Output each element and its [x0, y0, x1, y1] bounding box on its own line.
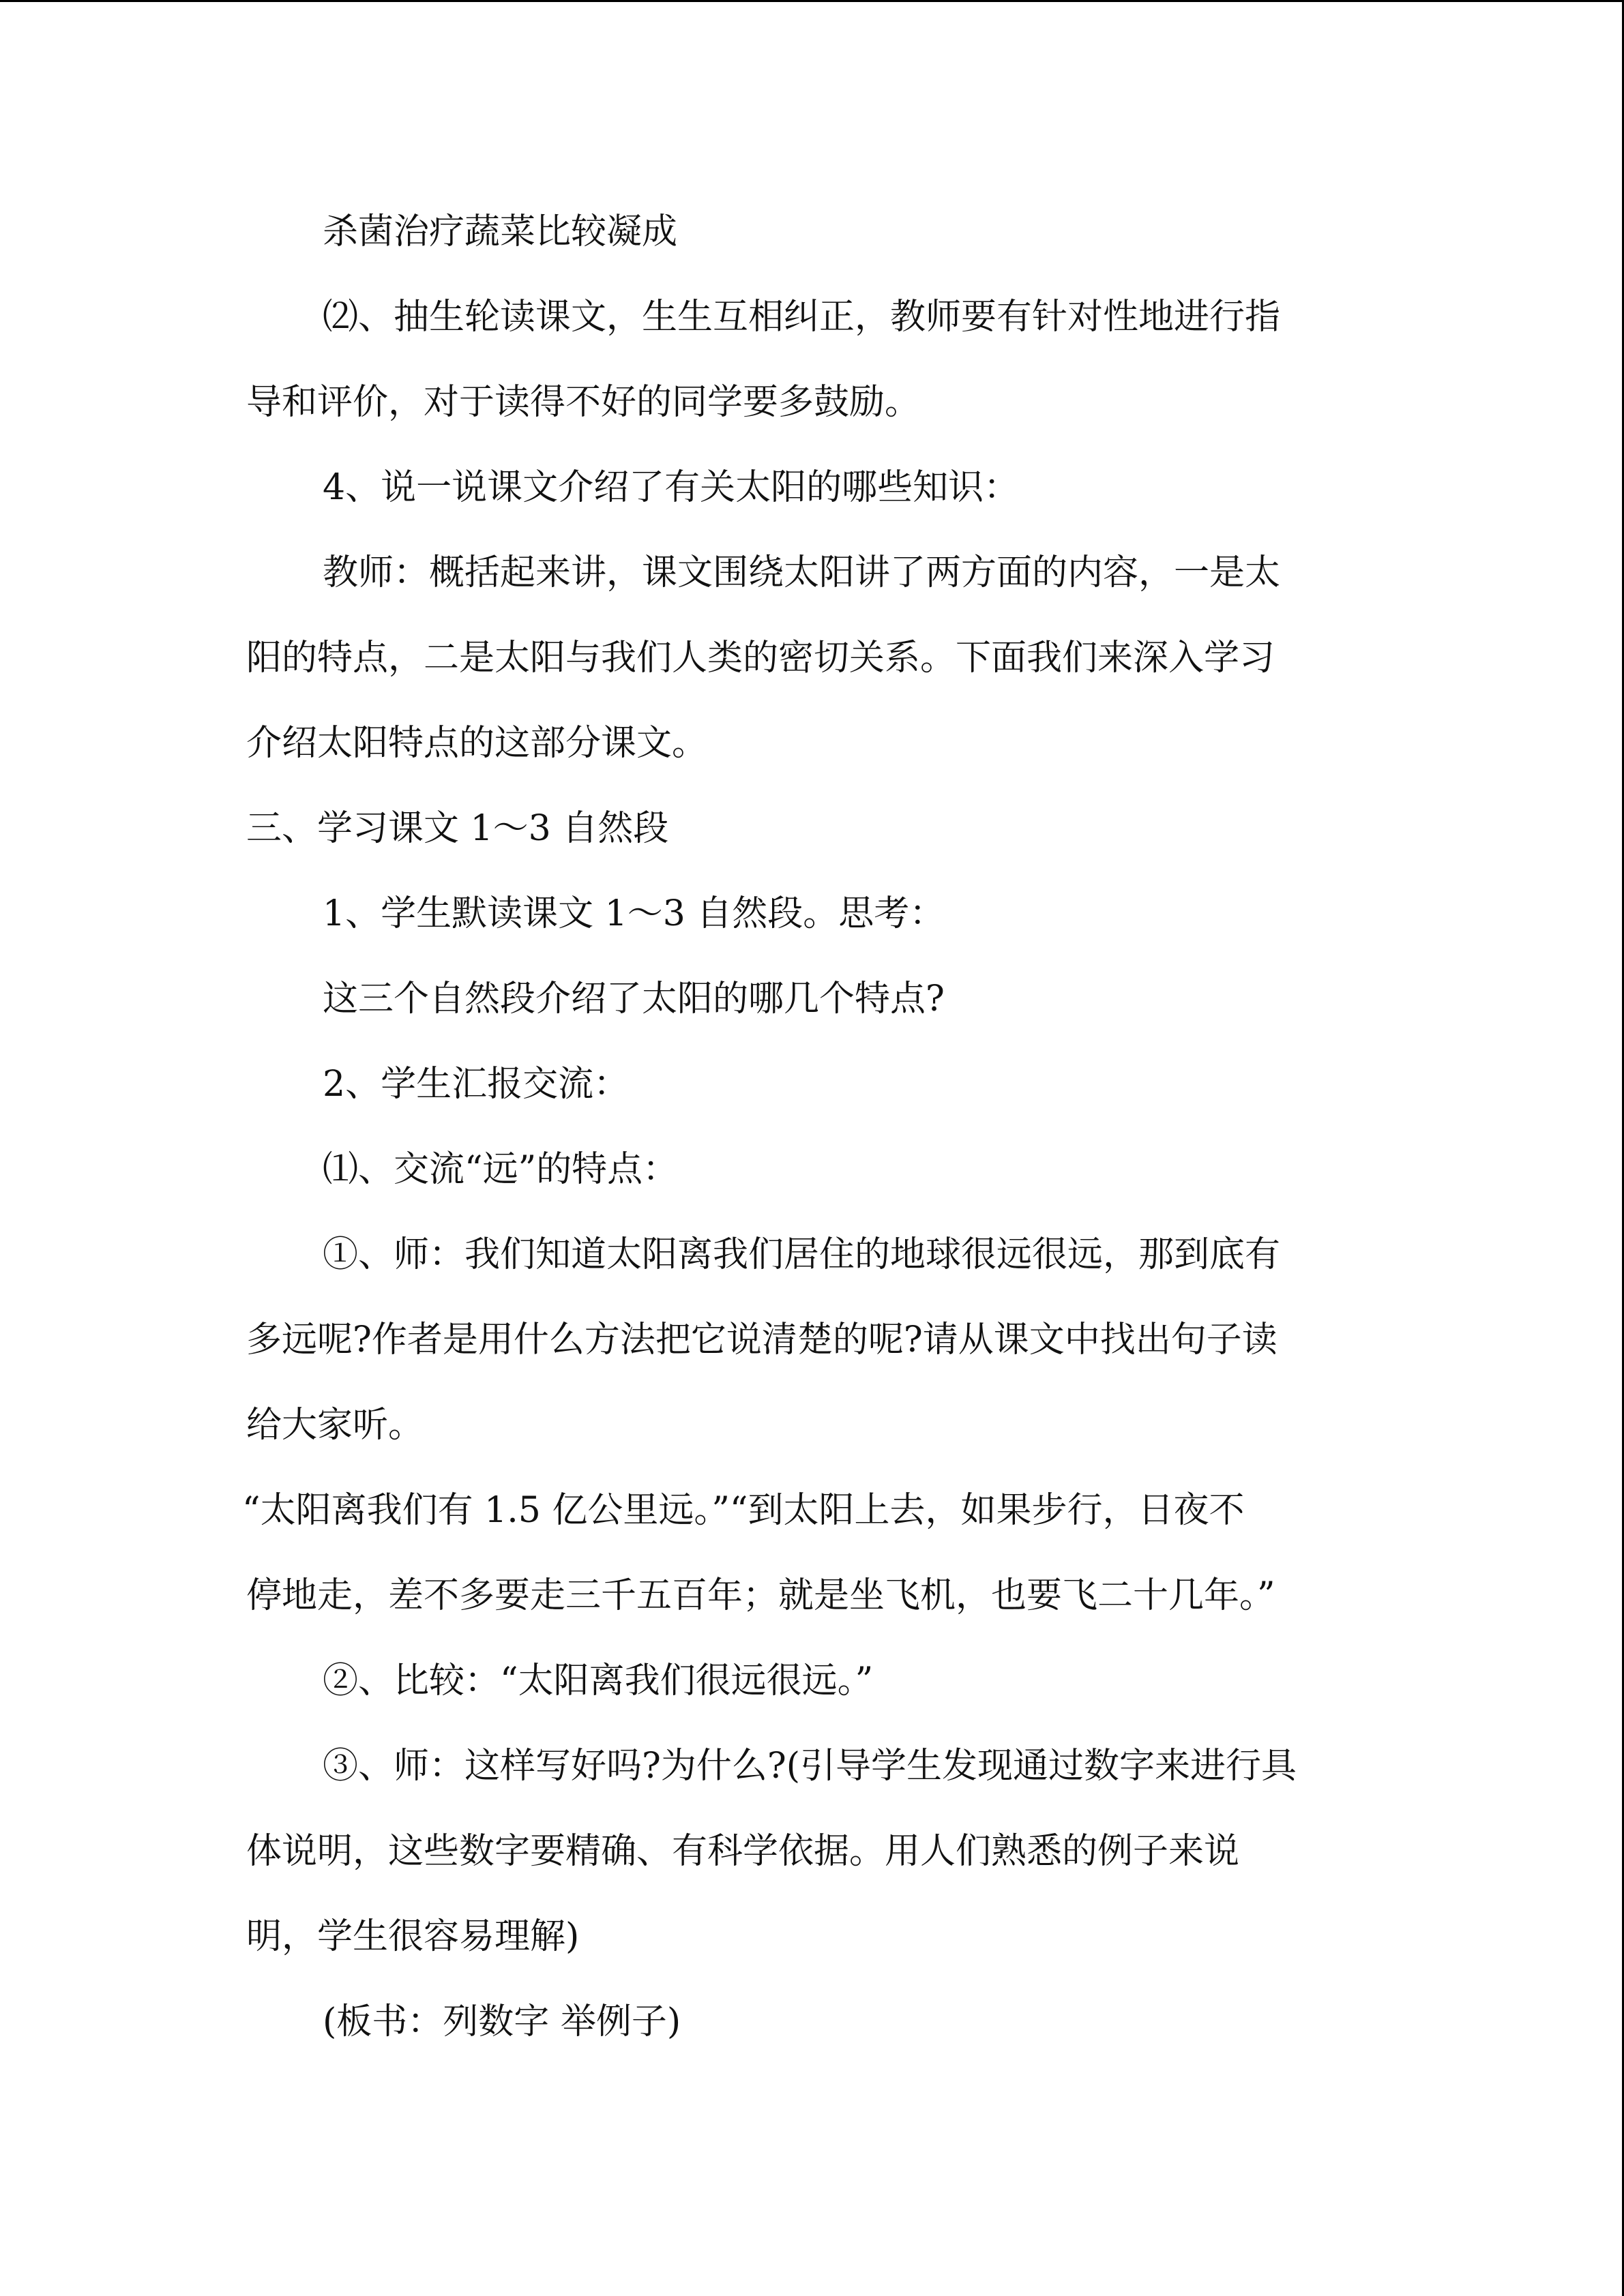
- text-line-14: 多远呢?作者是用什么方法把它说清楚的呢?请从课文中找出句子读: [246, 1320, 1278, 1360]
- text-line-16: “太阳离我们有 1.5 亿公里远。”“到太阳上去，如果步行，日夜不: [242, 1490, 1245, 1531]
- text-line-15: 给大家听。: [246, 1405, 424, 1446]
- text-line-17: 停地走，差不多要走三千五百年；就是坐飞机，也要飞二十几年。”: [246, 1575, 1275, 1616]
- section-heading: 三、学习课文 1～3 自然段: [246, 808, 669, 849]
- text-line-6: 阳的特点，二是太阳与我们人类的密切关系。下面我们来深入学习: [246, 638, 1275, 679]
- text-line-11: 2、学生汇报交流：: [323, 1064, 630, 1105]
- text-line-5: 教师：概括起来讲，课文围绕太阳讲了两方面的内容，一是太: [323, 552, 1281, 593]
- text-line-21: 明，学生很容易理解): [246, 1916, 580, 1957]
- text-line-3: 导和评价，对于读得不好的同学要多鼓励。: [246, 382, 921, 423]
- text-line-4: 4、说一说课文介绍了有关太阳的哪些知识：: [323, 467, 1020, 508]
- text-line-9: 1、学生默读课文 1～3 自然段。思考：: [323, 893, 945, 934]
- text-line-22: (板书：列数字 举例子): [323, 2001, 681, 2042]
- text-line-7: 介绍太阳特点的这部分课文。: [246, 723, 708, 764]
- text-line-10: 这三个自然段介绍了太阳的哪几个特点?: [323, 979, 945, 1019]
- text-line-13: ①、师：我们知道太阳离我们居住的地球很远很远，那到底有: [323, 1234, 1281, 1275]
- text-line-12: ⑴、交流“远”的特点：: [323, 1149, 679, 1190]
- text-line-1: 杀菌治疗蔬菜比较凝成: [323, 211, 678, 252]
- page-top-border: [0, 0, 1624, 2]
- text-line-18: ②、比较：“太阳离我们很远很远。”: [323, 1660, 874, 1701]
- text-line-20: 体说明，这些数字要精确、有科学依据。用人们熟悉的例子来说: [246, 1831, 1240, 1872]
- text-line-2: ⑵、抽生轮读课文，生生互相纠正，教师要有针对性地进行指: [323, 297, 1281, 338]
- text-line-19: ③、师：这样写好吗?为什么?(引导学生发现通过数字来进行具: [323, 1746, 1297, 1787]
